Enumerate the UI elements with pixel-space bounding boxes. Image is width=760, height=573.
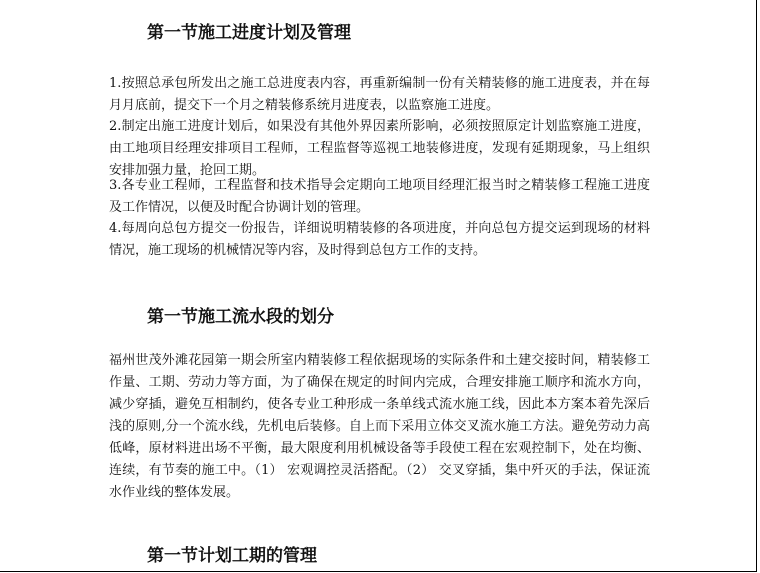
paragraph-item-1: 1.按照总承包所发出之施工总进度表内容，再重新编制一份有关精装修的施工进度表，并在每月月底前，提交下一个月之精装修系统月进度表，以监察施工进度。 <box>109 76 650 113</box>
section-heading-schedule-plan: 第一节施工进度计划及管理 <box>147 23 351 43</box>
paragraph-item-2: 2.制定出施工进度计划后，如果没有其他外界因素所影响，必须按照原定计划监察施工进度，由工地项目经理安排项目工程师，工程监督等巡视工地装修进度，发现有延期现象，马上组织安排加强力量，抢回工期。 <box>109 119 650 178</box>
paragraph-item-4: 4.每周向总包方提交一份报告，详细说明精装修的各项进度，并向总包方提交运到现场的材料情况，施工现场的机械情况等内容，及时得到总包方工作的支持。 <box>109 221 650 258</box>
section-heading-flow-division: 第一节施工流水段的划分 <box>147 307 334 327</box>
section-heading-schedule-management: 第一节计划工期的管理 <box>147 546 317 566</box>
paragraph-flow-body: 福州世茂外滩花园第一期会所室内精装修工程依据现场的实际条件和土建交接时间，精装修工作量、工期、劳动力等方面，为了确保在规定的时间内完成，合理安排施工顺序和流水方向，减少穿插，避免互相制约，使各专业工种形成一条单线式流水施工线，因此本方案本着先深后浅的原则,分一个流水线，先机电后装修。自上而下采用立体交叉流水施工方法。避免劳动力高低峰，原材料进出场不平衡，最大限度利用机械设备等手段使工程在宏观控制下，处在均衡、连续，有节奏的施工中。（1） 宏观调控灵活搭配。（2） 交叉穿插，集中歼灭的手法，保证流水作业线的整体发展。 <box>109 353 650 500</box>
paragraph-item-3: 3.各专业工程师，工程监督和技术指导会定期向工地项目经理汇报当时之精装修工程施工进度及工作情况，以便及时配合协调计划的管理。 <box>109 178 650 215</box>
